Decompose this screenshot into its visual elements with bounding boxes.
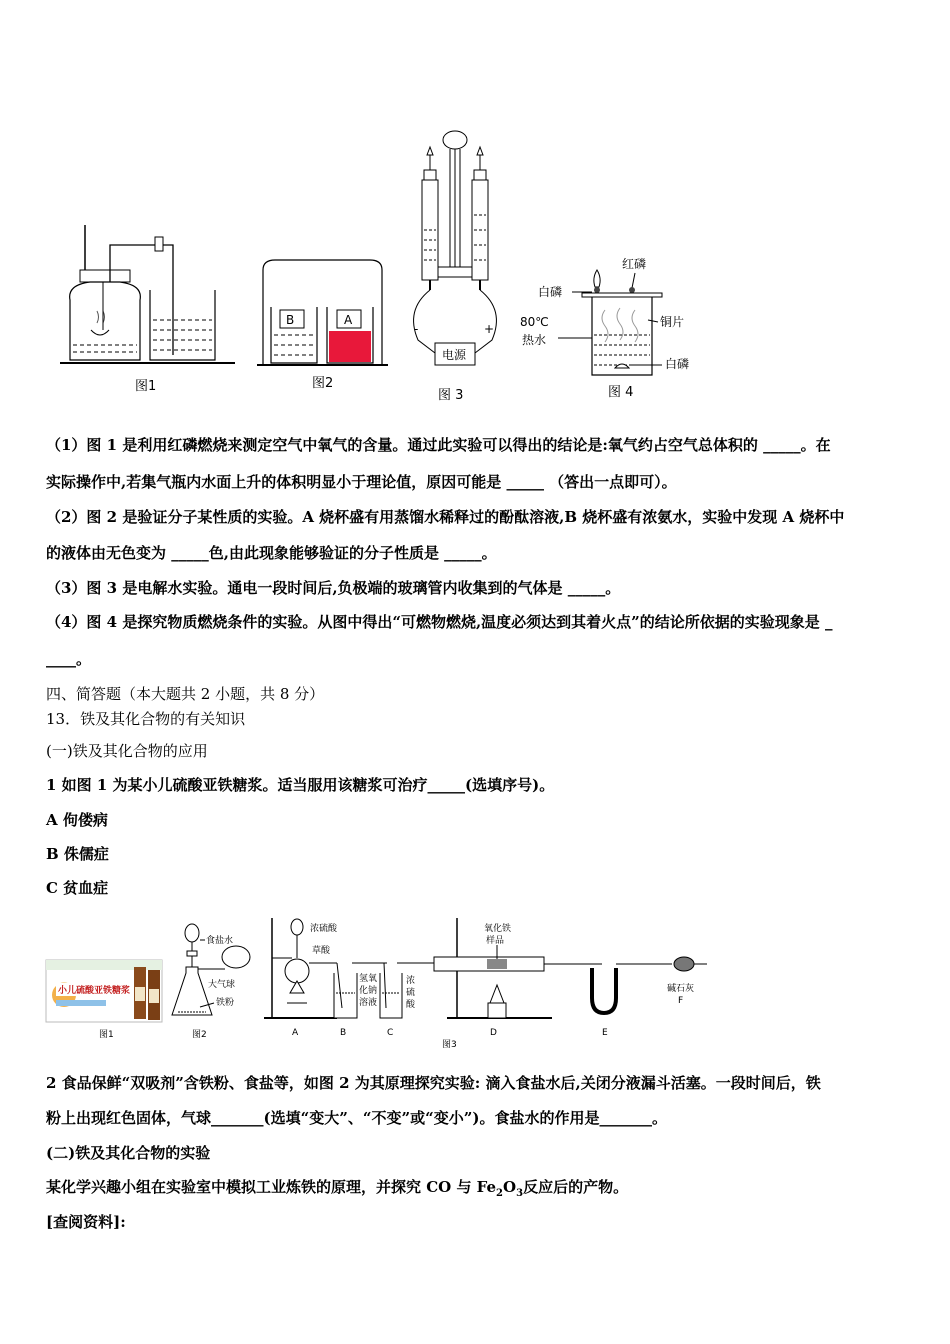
naoh-label-1: 氢氧	[359, 974, 378, 984]
label-d: D	[490, 1028, 497, 1038]
reference-heading: [查阅资料]:	[46, 1213, 126, 1231]
plus-sign: +	[484, 322, 495, 336]
naoh-label-2: 化钠	[359, 986, 378, 996]
question-2-line-2: 的液体由无色变为 _____色,由此现象能够验证的分子性质是 _____。	[46, 544, 497, 562]
subscript-2: 2	[496, 1188, 504, 1199]
mid-fig1-caption: 图1	[99, 1030, 114, 1040]
question-13-title: 13．铁及其化合物的有关知识	[46, 710, 246, 728]
figure-iron-smelting-apparatus	[262, 913, 722, 1053]
label-c: C	[387, 1028, 394, 1038]
question-3: （3）图 3 是电解水实验。通电一段时间后,负极端的玻璃管内收集到的气体是 _____。	[46, 579, 621, 597]
section-4-heading: 四、简答题（本大题共 2 小题，共 8 分）	[46, 685, 325, 703]
conc-sulfuric-acid-label: 浓硫酸	[310, 924, 338, 934]
minus-sign: -	[414, 322, 419, 336]
intro-text-after: 反应后的产物。	[523, 1178, 629, 1196]
mid-fig3-caption: 图3	[442, 1040, 457, 1050]
question-1-line-2: 实际操作中,若集气瓶内水面上升的体积明显小于理论值，原因可能是 _____ （答出一点即可）。	[46, 473, 677, 491]
item-1-text: 1 如图 1 为某小儿硫酸亚铁糖浆。适当服用该糖浆可治疗_____(选填序号)。	[46, 776, 555, 794]
iron-oxide-label-2: 样品	[486, 936, 505, 946]
question-4-line-2: ____。	[46, 650, 92, 668]
fig3-caption: 图 3	[438, 388, 464, 403]
hot-water-label: 热水	[522, 333, 547, 347]
subscript-3: 3	[516, 1188, 524, 1199]
figure-3-electrolysis	[400, 125, 510, 405]
experiment-intro	[46, 1177, 908, 1204]
mid-fig2-caption: 图2	[192, 1030, 207, 1040]
option-c: C 贫血症	[46, 879, 109, 897]
option-b: B 侏儒症	[46, 845, 109, 863]
oxygen-letter: O	[503, 1178, 517, 1196]
red-phosphorus-label: 红磷	[622, 257, 647, 271]
subsection-1-title: (一)铁及其化合物的应用	[46, 742, 208, 760]
item-2-line-1: 2 食品保鲜“双吸剂”含铁粉、食盐等，如图 2 为其原理探究实验: 滴入食盐水后,关闭分液漏斗活塞。一段时间后，铁	[46, 1074, 821, 1092]
question-4-line-1: （4）图 4 是探究物质燃烧条件的实验。从图中得出“可燃物燃烧,温度必须达到其着火点”的结论所依据的实验现象是 _	[46, 613, 833, 631]
figure-1-red-phosphorus	[55, 215, 245, 395]
iron-powder-label: 铁粉	[216, 998, 235, 1008]
h2so4-label-2: 硫	[406, 988, 416, 998]
fig1-caption: 图1	[135, 379, 157, 394]
h2so4-label-1: 浓	[406, 976, 416, 986]
figure-4-combustion	[520, 240, 710, 400]
question-1-line-1: （1）图 1 是利用红磷燃烧来测定空气中氧气的含量。通过此实验可以得出的结论是:氧气约占空气总体积的 _____。在	[46, 436, 831, 454]
naoh-label-3: 溶液	[359, 998, 378, 1008]
white-phosphorus-bottom-label: 白磷	[665, 357, 690, 371]
label-a: A	[292, 1028, 299, 1038]
question-2-line-1: （2）图 2 是验证分子某性质的实验。A 烧杯盛有用蒸馏水稀释过的酚酞溶液,B 烧杯盛有浓氨水，实验中发现 A 烧杯中	[46, 508, 845, 526]
iron-oxide-label-1: 氧化铁	[484, 924, 512, 934]
figure-double-absorber	[170, 915, 260, 1045]
figure-iron-syrup-box	[46, 955, 166, 1040]
h2so4-label-3: 酸	[406, 1000, 416, 1010]
soda-lime-label: 碱石灰	[667, 984, 695, 994]
label-e: E	[602, 1028, 608, 1038]
option-a: A 佝偻病	[46, 811, 108, 829]
beaker-b-label: B	[286, 313, 295, 327]
copper-sheet-label: 铜片	[660, 315, 685, 329]
formic-acid-label: 草酸	[312, 946, 331, 956]
white-phosphorus-top-label: 白磷	[538, 285, 563, 299]
fig2-caption: 图2	[312, 376, 334, 391]
beaker-a-label: A	[344, 313, 353, 327]
brine-label: 食盐水	[206, 936, 234, 946]
balloon-label: 大气球	[208, 980, 236, 990]
figure-2-molecules	[255, 255, 390, 395]
label-b: B	[340, 1028, 347, 1038]
label-f: F	[678, 996, 684, 1006]
intro-text-before: 某化学兴趣小组在实验室中模拟工业炼铁的原理，并探究 CO 与 Fe	[46, 1178, 497, 1196]
power-supply-label: 电源	[442, 348, 467, 362]
subsection-2-title: (二)铁及其化合物的实验	[46, 1144, 211, 1162]
fig4-caption: 图 4	[608, 385, 634, 400]
item-2-line-2: 粉上出现红色固体，气球_______(选填“变大”、“不变”或“变小”)。食盐水的作用是_______。	[46, 1109, 667, 1127]
temperature-label: 80℃	[520, 315, 549, 329]
syrup-box-label: 小儿硫酸亚铁糖浆	[58, 986, 131, 996]
